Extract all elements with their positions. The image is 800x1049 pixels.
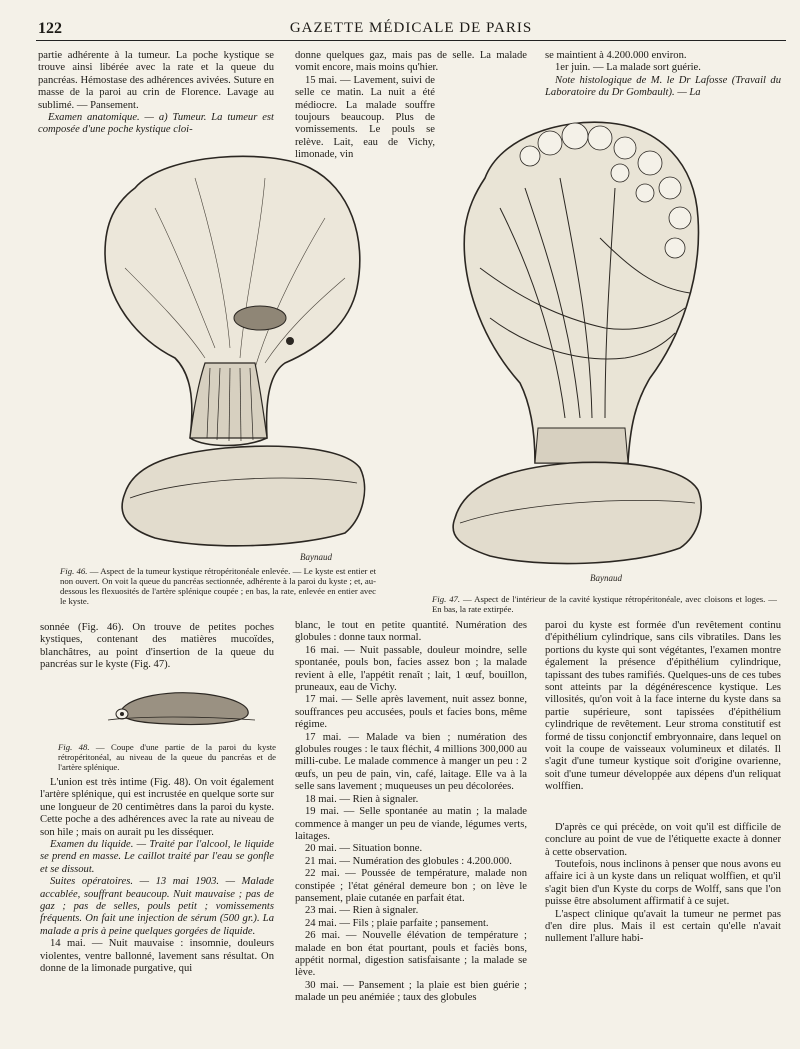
paragraph: 17 mai. — Malade va bien ; numération des globules rouges : le taux fléchit, 4 millions 300,000 au milli-cube. Le malade commence à manger un peu : 2 œufs, un peu de pain, vin, café, laitage. Elle va à la selle sans lavement ; muqueuses un peu décolorées.: [295, 731, 527, 793]
paragraph: se maintient à 4.200.000 environ.: [545, 50, 687, 61]
figure-48-caption: Fig. 48. — Coupe d'une partie de la paroi du kyste rétropéritonéal, au niveau de la queue du pancréas et de l'artère splénique.: [58, 742, 276, 772]
paragraph: L'union est très intime (Fig. 48). On voit également l'artère splénique, qui est incrustée en quelque sorte sur une longueur de 20 centimètres dans la paroi du kyste. Cette poche a des adhérences avec la rate au niveau de son hile ; mais on aurait pu les disséquer.: [40, 777, 275, 838]
paragraph: 16 mai. — Nuit passable, douleur moindre, selle spontanée, pouls bon, facies assez bon ; la malade revient à elle, l'appétit renaît ; lait, 1 œuf, bouillon, pruneaux, eau de Vichy.: [295, 644, 527, 694]
page-number: 122: [38, 20, 62, 37]
paragraph: 18 mai. — Rien à signaler.: [305, 793, 419, 805]
paragraph: Examen anatomique. — a) Tumeur. La tumeur est composée d'une poche kystique cloi-: [38, 112, 274, 136]
paragraph: Note histologique de M. le Dr Lafosse (Travail du Laboratoire du Dr Gombault). — La: [545, 74, 781, 99]
paragraph: 20 mai. — Situation bonne.: [305, 843, 423, 855]
paragraph: 19 mai. — Selle spontanée au matin ; la malade commence à manger un peu de viande, légumes verts, laitages.: [295, 806, 527, 842]
paragraph: D'après ce qui précède, on voit qu'il est difficile de conclure au point de vue de l'étiquette exacte à donner à cette observation.: [545, 821, 781, 858]
paragraph: 21 mai. — Numération des globules : 4.200.000.: [305, 855, 512, 867]
paragraph: blanc, le tout en petite quantité. Numération des globules : donne taux normal.: [295, 620, 527, 644]
figure-46-signature: Baynaud: [300, 552, 332, 562]
column-2-bottom: [295, 620, 527, 1005]
page-header: [36, 18, 786, 41]
figure-46-illustration: [95, 148, 370, 568]
paragraph: L'aspect clinique qu'avait la tumeur ne permet pas d'en dire plus. Mais il est certain qu'elle n'avait nullement l'allure habi-: [545, 908, 781, 945]
paragraph: Examen du liquide. — Traité par l'alcool, le liquide se prend en masse. Le caillot traité par l'eau se gonfle et se dissout.: [40, 839, 274, 875]
paragraph: 30 mai. — Pansement ; la plaie est bien guérie ; malade un peu anémiée ; taux des globules: [295, 979, 527, 1004]
figure-47-illustration: [440, 118, 710, 588]
figure-46-caption: Fig. 46. — Aspect de la tumeur kystique rétropéritonéale enlevée. — Le kyste est entier et non ouvert. On voit la queue du pancréas sectionnée, adhérente à la paroi du kyste ; et, au-dessous les flexuosités de l'artère splénique coupée ; en bas, la rate, enlevée en entier avec le kyste.: [60, 566, 377, 606]
column-1-top: [38, 50, 274, 137]
journal-title: GAZETTE MÉDICALE DE PARIS: [289, 20, 533, 36]
paragraph: 22 mai. — Poussée de température, malade non constipée ; l'état général demeure bon ; on lève le pansement, plaie cutanée en parfait état.: [295, 868, 527, 904]
column-3-bottom: [545, 620, 781, 946]
paragraph: 17 mai. — Selle après lavement, nuit assez bonne, souffrances peu accusées, pouls et facies bons, même régime.: [295, 694, 527, 731]
column-3-top: [545, 50, 781, 100]
column-1-bottom-a: [40, 622, 274, 672]
paragraph: Suites opératoires. — 13 mai 1903. — Malade accablée, souffrant beaucoup. Nuit mauvaise ; pas de gaz ; pas de selles, pouls petit ; vomissements fréquents. On fait une injection de sérum (500 gr.). La malade a pris à peine quelques gorgées de liquide.: [40, 876, 274, 937]
paragraph: paroi du kyste est formée d'un revêtement continu d'épithélium cylindrique, sans cils vibratiles. Dans les portions du kyste qui sont végétantes, l'examen montre également la présence d'épithélium cylindrique, tapissant des tubes ramifiés. Quelques-uns de ces tubes sont atteints par la dégénérescence kystique. Les villosités, qu'on voit à la face interne du kyste dans sa partie supérieure, sont tapissées d'épithélium cylindrique de revêtement. Leur stroma constitutif est formé de tissu conjonctif embryonnaire, dans lequel on voit la coupe de vaisseaux volumineux et dilatés. Il s'agit d'une tumeur kystique soit d'origine ovarienne, soit d'une tumeur développée aux dépens d'un reliquat wolffien.: [545, 620, 781, 793]
paragraph: 26 mai. — Nouvelle élévation de température ; malade en bon état pourtant, pouls et faciès bons, appétit normal, digestion satisfaisante ; la malade se lève.: [295, 930, 527, 979]
figure-47-caption: Fig. 47. — Aspect de l'intérieur de la cavité kystique rétropéritonéale, avec cloisons et loges. — En bas, la rate extirpée.: [432, 594, 777, 614]
paragraph: sonnée (Fig. 46). On trouve de petites poches kystiques, contenant des matières mucoïdes, blanchâtres, au point d'insertion de la queue du pancréas sur le kyste (Fig. 47).: [40, 622, 274, 671]
paragraph: 14 mai. — Nuit mauvaise : insomnie, douleurs violentes, ventre ballonné, lavement sans résultat. On donne de la limonade purgative, qui: [40, 938, 274, 975]
paragraph: 23 mai. — Rien à signaler.: [305, 905, 419, 917]
paragraph: donne quelques gaz, mais pas de selle. La malade vomit encore, mais moins qu'hier.: [295, 50, 527, 74]
figure-48-illustration: [100, 686, 260, 730]
paragraph: 24 mai. — Fils ; plaie parfaite ; pansement.: [305, 917, 489, 929]
paragraph: 15 mai. — Lavement, suivi de selle ce matin. La nuit a été médiocre. La malade souffre toujours beaucoup. Plus de vomissements. Le pouls se relève. Lait, eau de Vichy, limonade, vin: [295, 74, 435, 161]
column-1-bottom-b: [40, 777, 274, 976]
paragraph: partie adhérente à la tumeur. La poche kystique se trouve ainsi libérée avec la rate et la queue du pancréas. Hémostase des adhérences avivées. Suture en masse de la paroi au crin de Florence. Lavage au sublimé. — Pansement.: [38, 50, 274, 111]
figure-47-signature: Baynaud: [590, 573, 622, 583]
paragraph: 1er juin. — La malade sort guérie.: [555, 62, 701, 74]
paragraph: Toutefois, nous inclinons à penser que nous avons eu affaire ici à un kyste dans un reliquat wolffien, et qu'il s'agit bien d'un Kyste du corps de Wolff, sans que l'on puisse être absolument affirmatif à ce sujet.: [545, 858, 781, 908]
